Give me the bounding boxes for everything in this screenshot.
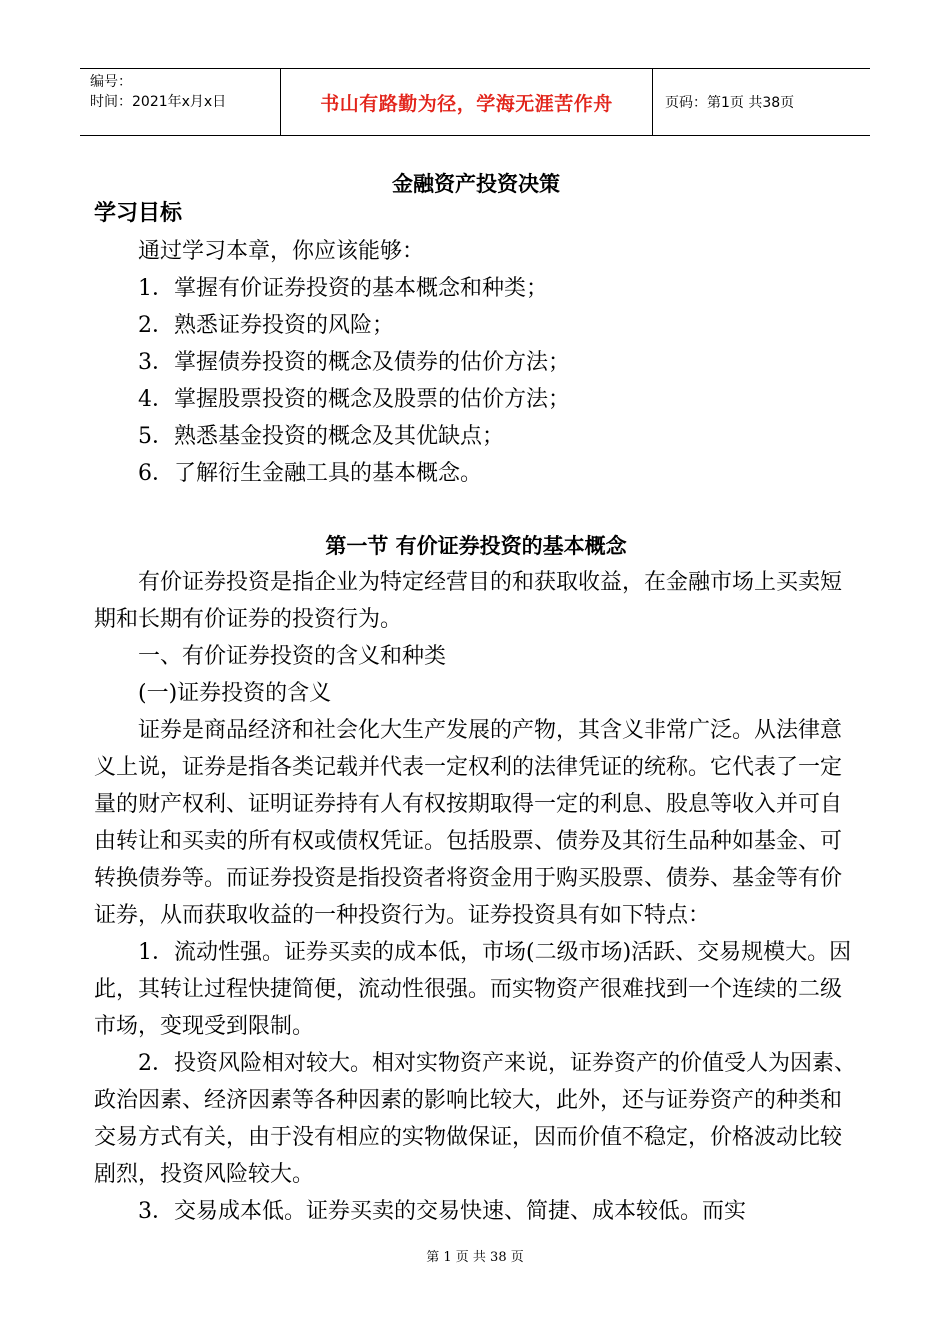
page-header xyxy=(80,68,870,136)
goals-intro: 通过学习本章，你应该能够： xyxy=(138,239,425,264)
body-paragraph: 3．交易成本低。证券买卖的交易快速、简捷、成本较低。而实 xyxy=(138,1199,746,1224)
header-page-info: 页码：第1页 共38页 xyxy=(665,95,795,111)
goals-heading: 学习目标 xyxy=(94,201,183,226)
time-label: 时间：2021年x月x日 xyxy=(90,94,227,110)
header-motto: 书山有路勤为径，学海无涯苦作舟 xyxy=(281,69,653,135)
body-paragraph: 1．流动性强。证券买卖的成本低，市场(二级市场)活跃、交易规模大。因此，其转让过程快捷简便，流动性很强。而实物资产很难找到一个连续的二级市场，变现受到限制。 xyxy=(94,940,852,1039)
goal-item: 2．熟悉证券投资的风险； xyxy=(138,313,394,338)
subsection-heading: 一、有价证券投资的含义和种类 xyxy=(138,644,447,669)
document-body xyxy=(94,160,858,1230)
document-title: 金融资产投资决策 xyxy=(392,172,560,196)
body-paragraph: 2．投资风险相对较大。相对实物资产来说，证券资产的价值受人为因素、政治因素、经济因素等各种因素的影响比较大，此外，还与证券资产的种类和交易方式有关，由于没有相应的实物做保证，因而价值不稳定，价格波动比较剧烈，投资风险较大。 xyxy=(94,1051,856,1187)
spacer xyxy=(94,492,858,528)
number-label: 编号： xyxy=(90,74,132,90)
page-footer: 第 1 页 共 38 页 xyxy=(426,1250,524,1265)
subsection-heading: (一)证券投资的含义 xyxy=(138,681,332,706)
body-paragraph: 证券是商品经济和社会化大生产发展的产物，其含义非常广泛。从法律意义上说，证券是指各类记载并代表一定权利的法律凭证的统称。它代表了一定量的财产权利、证明证券持有人有权按期取得一定的利息、股息等收入并可自由转让和买卖的所有权或债权凭证。包括股票、债券及其衍生品种如基金、可转换债券等。而证券投资是指投资者将资金用于购买股票、债券、基金等有价证券，从而获取收益的一种投资行为。证券投资具有如下特点： xyxy=(94,718,843,928)
body-paragraph: 有价证券投资是指企业为特定经营目的和获取收益，在金融市场上买卖短期和长期有价证券的投资行为。 xyxy=(94,570,843,632)
goal-item: 6．了解衍生金融工具的基本概念。 xyxy=(138,461,482,486)
goal-item: 1．掌握有价证券投资的基本概念和种类； xyxy=(138,276,548,301)
goal-item: 5．熟悉基金投资的概念及其优缺点； xyxy=(138,424,504,449)
goal-item: 3．掌握债券投资的概念及债券的估价方法； xyxy=(138,350,570,375)
goal-item: 4．掌握股票投资的概念及股票的估价方法； xyxy=(138,387,570,412)
section-heading: 第一节 有价证券投资的基本概念 xyxy=(325,534,627,558)
header-meta xyxy=(80,69,281,135)
